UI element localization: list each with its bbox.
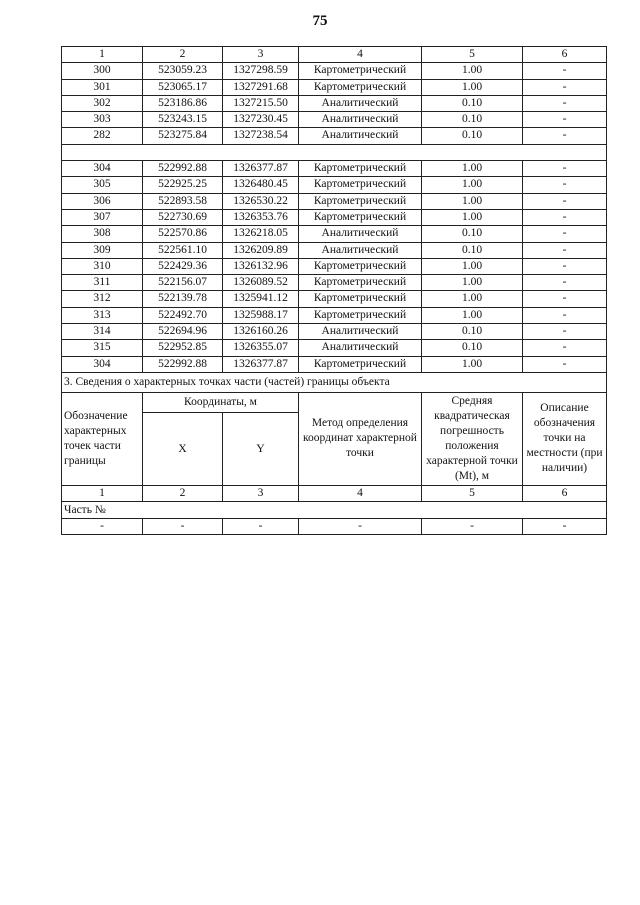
table-cell: 303 <box>62 112 143 128</box>
table-cell: 301 <box>62 79 143 95</box>
column-number-row <box>62 47 607 63</box>
part-label-row <box>62 501 607 518</box>
table-cell: 300 <box>62 63 143 79</box>
section-title: 3. Сведения о характерных точках части (частей) границы объекта <box>62 372 607 392</box>
table-cell: 0.10 <box>422 340 523 356</box>
table-cell: - <box>523 226 607 242</box>
table-cell: 1327291.68 <box>223 79 299 95</box>
coordinates-table <box>61 46 607 535</box>
empty-data-row <box>62 518 607 534</box>
table-cell: 310 <box>62 258 143 274</box>
blank-separator-row <box>62 144 607 160</box>
table-cell: Аналитический <box>299 112 422 128</box>
table-cell: 1326160.26 <box>223 324 299 340</box>
table-cell: 1326355.07 <box>223 340 299 356</box>
table-cell: 1 <box>62 485 143 501</box>
table-cell: Картометрический <box>299 79 422 95</box>
table-row <box>62 95 607 111</box>
table-cell: 522730.69 <box>143 209 223 225</box>
table-cell: 306 <box>62 193 143 209</box>
table-cell: 282 <box>62 128 143 144</box>
table-cell: 522156.07 <box>143 275 223 291</box>
table-cell: 0.10 <box>422 128 523 144</box>
table-cell: 1326377.87 <box>223 161 299 177</box>
table-cell: 1326132.96 <box>223 258 299 274</box>
table-cell: - <box>523 95 607 111</box>
table-cell: 5 <box>422 485 523 501</box>
table-cell: 523243.15 <box>143 112 223 128</box>
table-cell: 2 <box>143 47 223 63</box>
table-cell: 304 <box>62 356 143 372</box>
table-cell: - <box>523 291 607 307</box>
table-cell: 522561.10 <box>143 242 223 258</box>
table-row <box>62 226 607 242</box>
table-row <box>62 128 607 144</box>
table-cell: 314 <box>62 324 143 340</box>
table-cell: Картометрический <box>299 193 422 209</box>
table-cell: 1326209.89 <box>223 242 299 258</box>
table-cell: 1.00 <box>422 161 523 177</box>
table-cell: 0.10 <box>422 242 523 258</box>
table-cell: 523065.17 <box>143 79 223 95</box>
table-cell: - <box>523 128 607 144</box>
header-coordinates: Координаты, м <box>143 392 299 412</box>
table-cell: 312 <box>62 291 143 307</box>
table-row <box>62 177 607 193</box>
table-cell: 3 <box>223 485 299 501</box>
table-cell: - <box>523 242 607 258</box>
table-cell: 1.00 <box>422 356 523 372</box>
table-cell: - <box>523 63 607 79</box>
table-cell: 1327298.59 <box>223 63 299 79</box>
table-cell: 1 <box>62 47 143 63</box>
table-cell: 3 <box>223 47 299 63</box>
table-row <box>62 307 607 323</box>
table-cell: 0.10 <box>422 324 523 340</box>
table-cell: 522492.70 <box>143 307 223 323</box>
table-cell: 522694.96 <box>143 324 223 340</box>
table-cell: 1326530.22 <box>223 193 299 209</box>
table-cell: 0.10 <box>422 95 523 111</box>
table-cell: 304 <box>62 161 143 177</box>
table-cell: 1326218.05 <box>223 226 299 242</box>
table-cell: Картометрический <box>299 161 422 177</box>
table-cell: 1326480.45 <box>223 177 299 193</box>
table-cell: - <box>523 356 607 372</box>
table-cell: 0.10 <box>422 112 523 128</box>
table-cell: - <box>143 518 223 534</box>
table-cell: 522925.25 <box>143 177 223 193</box>
table-cell: Аналитический <box>299 226 422 242</box>
header-x: X <box>143 412 223 485</box>
table-cell: Картометрический <box>299 307 422 323</box>
table-row <box>62 356 607 372</box>
table-cell: Аналитический <box>299 95 422 111</box>
table-cell: - <box>523 340 607 356</box>
table-cell: - <box>523 518 607 534</box>
table-cell: - <box>523 112 607 128</box>
table-cell: 311 <box>62 275 143 291</box>
table-row <box>62 193 607 209</box>
table-cell: Картометрический <box>299 177 422 193</box>
table-row <box>62 291 607 307</box>
table-cell: - <box>299 518 422 534</box>
header-method: Метод определения координат характерной точки <box>299 392 422 485</box>
header-y: Y <box>223 412 299 485</box>
table-row <box>62 340 607 356</box>
table-cell: 522429.36 <box>143 258 223 274</box>
table-cell: 523059.23 <box>143 63 223 79</box>
table-cell: 1.00 <box>422 63 523 79</box>
table-row <box>62 161 607 177</box>
section-header-row <box>62 392 607 412</box>
table-cell: 1.00 <box>422 291 523 307</box>
table-cell: - <box>523 258 607 274</box>
table-row <box>62 79 607 95</box>
table-cell: 1326353.76 <box>223 209 299 225</box>
table-cell: Аналитический <box>299 340 422 356</box>
table-cell: 1326377.87 <box>223 356 299 372</box>
table-cell: Картометрический <box>299 209 422 225</box>
blank-cell <box>62 144 607 160</box>
table-cell: 522570.86 <box>143 226 223 242</box>
table-cell: 1327215.50 <box>223 95 299 111</box>
table-cell: 302 <box>62 95 143 111</box>
table-cell: 2 <box>143 485 223 501</box>
table-cell: Аналитический <box>299 324 422 340</box>
table-cell: 1325941.12 <box>223 291 299 307</box>
table-cell: 523186.86 <box>143 95 223 111</box>
table-cell: 0.10 <box>422 226 523 242</box>
table-cell: 522992.88 <box>143 161 223 177</box>
table-cell: Картометрический <box>299 63 422 79</box>
table-cell: 4 <box>299 485 422 501</box>
table-cell: 522139.78 <box>143 291 223 307</box>
header-description: Описание обозначения точки на местности (при наличии) <box>523 392 607 485</box>
table-row <box>62 258 607 274</box>
table-cell: Аналитический <box>299 242 422 258</box>
table-cell: 5 <box>422 47 523 63</box>
table-cell: 1.00 <box>422 258 523 274</box>
table-cell: 1327230.45 <box>223 112 299 128</box>
table-row <box>62 112 607 128</box>
table-cell: Картометрический <box>299 356 422 372</box>
table-cell: 307 <box>62 209 143 225</box>
table-cell: - <box>523 275 607 291</box>
section-title-row <box>62 372 607 392</box>
table-row <box>62 275 607 291</box>
table-cell: Аналитический <box>299 128 422 144</box>
table-row <box>62 63 607 79</box>
table-cell: 1325988.17 <box>223 307 299 323</box>
table-cell: 1.00 <box>422 193 523 209</box>
table-cell: - <box>523 177 607 193</box>
table-cell: - <box>223 518 299 534</box>
table-cell: 522952.85 <box>143 340 223 356</box>
table-cell: 6 <box>523 47 607 63</box>
page-number: 75 <box>312 13 328 29</box>
table-cell: 1327238.54 <box>223 128 299 144</box>
header-point-designation: Обозначение характерных точек части границы <box>62 392 143 485</box>
table-cell: 315 <box>62 340 143 356</box>
table-cell: 1.00 <box>422 177 523 193</box>
table-cell: Картометрический <box>299 275 422 291</box>
table-cell: - <box>523 324 607 340</box>
table-row <box>62 324 607 340</box>
table-cell: - <box>523 307 607 323</box>
table-cell: - <box>523 193 607 209</box>
table-cell: 308 <box>62 226 143 242</box>
table-cell: - <box>523 161 607 177</box>
table-cell: 522893.58 <box>143 193 223 209</box>
table-cell: 305 <box>62 177 143 193</box>
table-cell: 1.00 <box>422 79 523 95</box>
table-cell: 523275.84 <box>143 128 223 144</box>
table-cell: 4 <box>299 47 422 63</box>
header-accuracy: Средняя квадратическая погрешность положения характерной точки (Mt), м <box>422 392 523 485</box>
table-cell: - <box>523 209 607 225</box>
table-cell: 1.00 <box>422 209 523 225</box>
table-cell: 1.00 <box>422 275 523 291</box>
table-cell: 1.00 <box>422 307 523 323</box>
table-cell: - <box>422 518 523 534</box>
part-label: Часть № <box>62 501 607 518</box>
section-column-number-row <box>62 485 607 501</box>
table-row <box>62 242 607 258</box>
table-cell: Картометрический <box>299 258 422 274</box>
table-cell: Картометрический <box>299 291 422 307</box>
table-row <box>62 209 607 225</box>
table-cell: 309 <box>62 242 143 258</box>
table-cell: - <box>62 518 143 534</box>
table-cell: 522992.88 <box>143 356 223 372</box>
table-cell: 313 <box>62 307 143 323</box>
table-cell: 1326089.52 <box>223 275 299 291</box>
table-cell: 6 <box>523 485 607 501</box>
table-cell: - <box>523 79 607 95</box>
